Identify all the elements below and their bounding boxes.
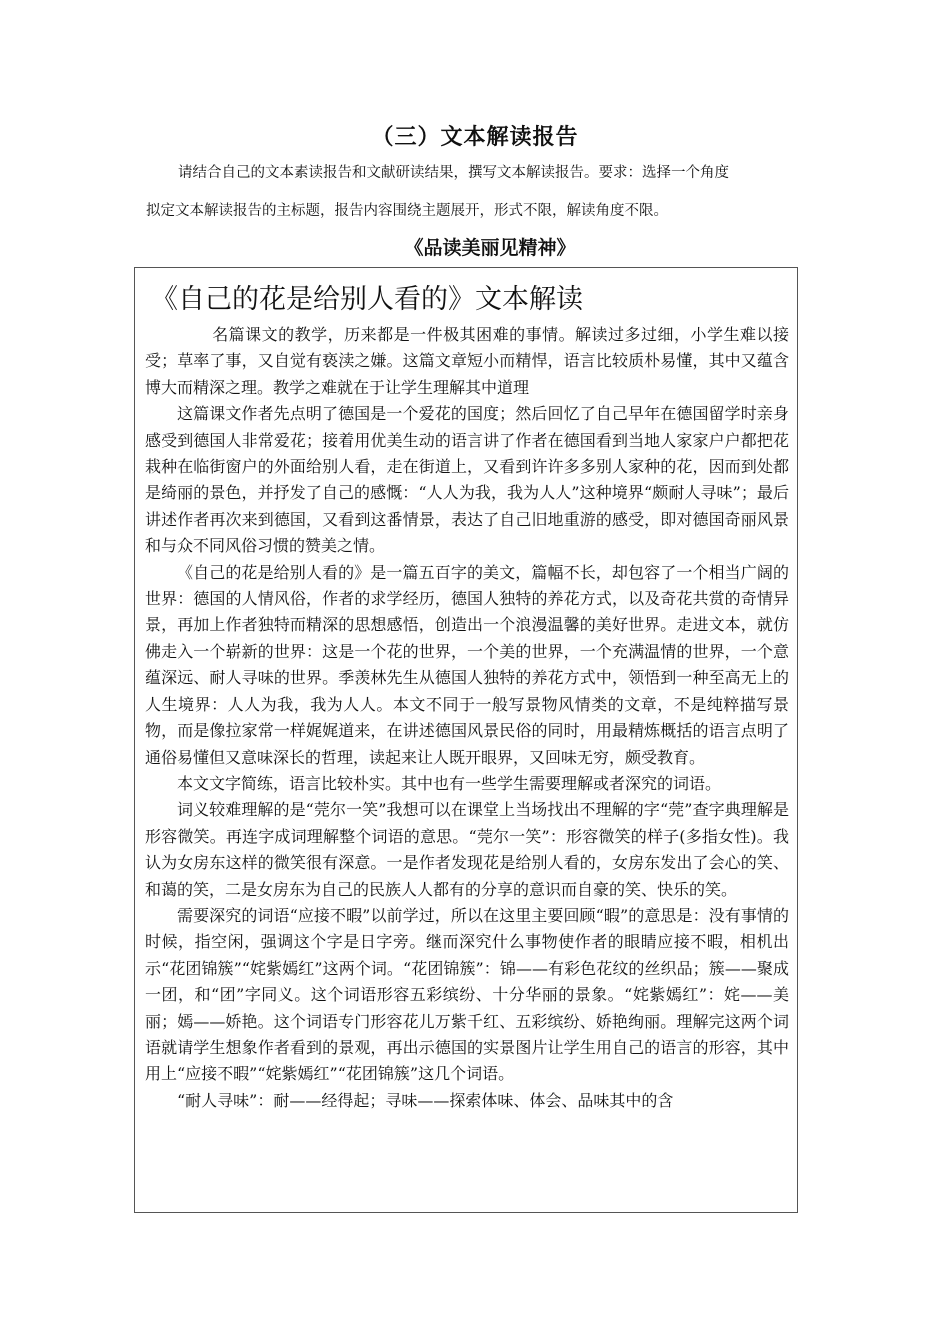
instruction-line-1: 请结合自己的文本素读报告和文献研读结果，撰写文本解读报告。要求：选择一个角度 xyxy=(178,165,729,181)
instruction-line-2: 拟定文本解读报告的主标题，报告内容围绕主题展开，形式不限，解读角度不限。 xyxy=(146,203,668,219)
paragraph-intro: 名篇课文的教学，历来都是一件极其困难的事情。解读过多过细，小学生难以接受；草率了事，又自觉有亵渎之嫌。这篇文章短小而精悍，语言比较质朴易懂，其中又蕴含博大而精深之理。教学之难就在于让学生理解其中道理 xyxy=(145,325,789,397)
report-content xyxy=(135,268,797,1114)
section-title: （三）文本解读报告 xyxy=(371,124,579,150)
paragraph-word-yingjiebuxia: 需要深究的词语“应接不暇”以前学过，所以在这里主要回顾“暇”的意思是：没有事情的时候，指空闲，强调这个字是日字旁。继而深究什么事物使作者的眼睛应接不暇，相机出示“花团锦簇”“姹紫嫣红”这两个词。“花团锦簇”：锦——有彩色花纹的丝织品；簇——聚成一团，和“团”字同义。这个词语形容五彩缤纷、十分华丽的景象。“姹紫嫣红”：姹——美丽；嫣——娇艳。这个词语专门形容花儿万紫千红、五彩缤纷、娇艳绚丽。理解完这两个词语就请学生想象作者看到的景观，再出示德国的实景图片让学生用自己的语言的形容，其中用上“应接不暇”“姹紫嫣红”“花团锦簇”这几个词语。 xyxy=(145,905,789,1084)
paragraph-word-waner: 词义较难理解的是“莞尔一笑”我想可以在课堂上当场找出不理解的字“莞”查字典理解是形容微笑。再连字成词理解整个词语的意思。“莞尔一笑”：形容微笑的样子(多指女性)。我认为女房东这样的微笑很有深意。一是作者发现花是给别人看的，女房东发出了会心的笑、和蔼的笑，二是女房东为自己的民族人人都有的分享的意识而自豪的笑、快乐的笑。 xyxy=(145,800,789,899)
paragraph-summary: 这篇课文作者先点明了德国是一个爱花的国度；然后回忆了自己早年在德国留学时亲身感受到德国人非常爱花；接着用优美生动的语言讲了作者在德国看到当地人家家户户都把花栽种在临街窗户的外面给别人看，走在街道上，又看到许许多多别人家种的花，因而到处都是绮丽的景色，并抒发了自己的感慨：“人人为我，我为人人”这种境界“颇耐人寻味”；最后讲述作者再次来到德国，又看到这番情景，表达了自己旧地重游的感受，即对德国奇丽风景和与众不同风俗习惯的赞美之情。 xyxy=(145,404,789,556)
report-box xyxy=(134,267,798,1213)
paragraph-appreciation: 《自己的花是给别人看的》是一篇五百字的美文，篇幅不长，却包容了一个相当广阔的世界：德国的人情风俗，作者的求学经历，德国人独特的养花方式，以及奇花共赏的奇情异景，再加上作者独特而精深的思想感悟，创造出一个浪漫温馨的美好世界。走进文本，就仿佛走入一个崭新的世界：这是一个花的世界，一个美的世界，一个充满温情的世界，一个意蕴深远、耐人寻味的世界。季羡林先生从德国人独特的养花方式中，领悟到一种至高无上的人生境界：人人为我，我为人人。本文不同于一般写景物风情类的文章，不是纯粹描写景物，而是像拉家常一样娓娓道来，在讲述德国风景民俗的同时，用最精炼概括的语言点明了通俗易懂但又意味深长的哲理，读起来让人既开眼界，又回味无穷，颇受教育。 xyxy=(145,562,789,767)
paragraph-word-nairenxunwei: “耐人寻味”：耐——经得起；寻味——探索体味、体会、品味其中的含 xyxy=(177,1090,674,1110)
report-title: 《品读美丽见精神》 xyxy=(404,237,576,259)
article-title: 《自己的花是给别人看的》文本解读 xyxy=(151,284,583,315)
paragraph-language: 本文文字简练，语言比较朴实。其中也有一些学生需要理解或者深究的词语。 xyxy=(177,773,722,793)
